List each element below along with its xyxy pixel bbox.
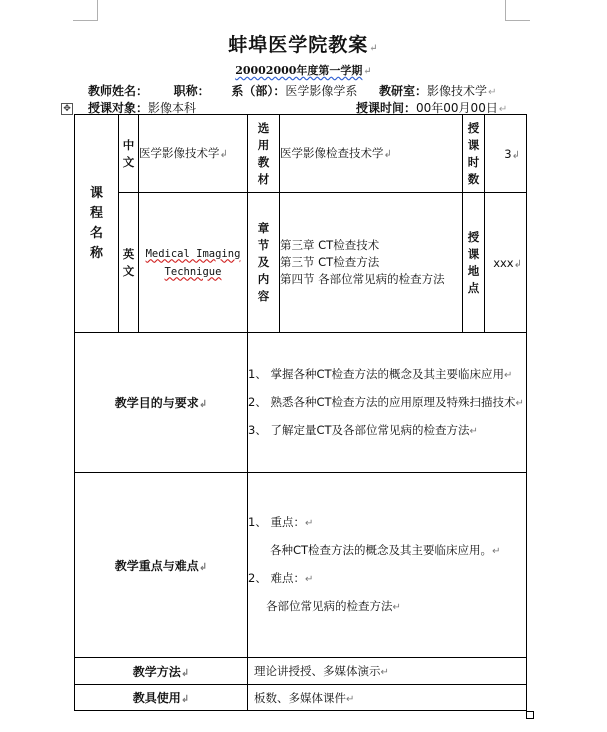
dept-value: 医学影像学系 [285,84,358,98]
audience-value: 影像本科 [148,101,197,115]
teacher-info-line: 教师姓名： 职称： 系（部）：医学影像学系 教研室：影像技术学↵ [88,84,497,98]
time-value: 00年00月00日 [416,101,498,115]
objectives-row [75,333,527,473]
place-label-cell: 授 课 地 点 [463,193,485,333]
course-name-header: 课 程 名 称 [75,115,119,333]
office-label: 教研室： [379,84,428,98]
method-value[interactable]: 理论讲授授、多媒体演示↵ [248,658,527,685]
objective-item: 3、 了解定量CT及各部位常见病的检查方法↵ [248,422,478,437]
place-value[interactable]: xxx↲ [485,193,527,333]
hours-label-cell: 授 课 时 数 [463,115,485,193]
method-label: 教学方法↲ [75,658,248,685]
course-cn-row [75,115,527,193]
keypoints-row [75,473,527,658]
chapter-label-cell: 章 节 及 内 容 [248,193,280,333]
method-row [75,658,527,685]
keypoints-content[interactable]: 1、 重点：↵ 各种CT检查方法的概念及其主要临床应用。↵ 2、 难点：↵ 各部位常见病的检查方法↵ [248,473,527,658]
tools-value[interactable]: 板数、多媒体课件↵ [248,685,527,711]
office-value: 影像技术学 [427,84,488,98]
teacher-label: 教师姓名： [88,84,149,98]
tools-label: 教具使用↲ [75,685,248,711]
objective-item: 1、 掌握各种CT检查方法的概念及其主要临床应用↵ [248,366,513,381]
chapter-content[interactable]: 第三章 CT检查技术 第三节 CT检查方法 第四节 各部位常见病的检查方法 [280,193,463,333]
crop-mark-top-left [73,0,98,21]
table-resize-handle[interactable] [526,711,534,719]
document-title: 蚌埠医学院教案↵ [228,34,379,56]
hours-value[interactable]: 3↲ [485,115,527,193]
course-en-row [75,193,527,333]
objective-item: 2、 熟悉各种CT检查方法的应用原理及特殊扫描技术↵ [248,394,524,409]
time-label: 授课时间： [356,101,417,115]
objectives-label: 教学目的与要求↲ [75,333,248,473]
textbook-label-cell: 选 用 教 材 [248,115,280,193]
term-line: 20002000年度第一学期↵ [235,64,372,77]
crop-mark-top-right [505,0,530,21]
keypoints-label: 教学重点与难点↲ [75,473,248,658]
textbook-value[interactable]: 医学影像检查技术学↲ [280,115,463,193]
en-course-name[interactable]: Medical Imaging Technigue [139,193,248,333]
objectives-content[interactable] [248,333,527,473]
cn-course-name[interactable]: 医学影像技术学↲ [139,115,248,193]
audience-label: 授课对象： [88,101,149,115]
dept-label: 系（部）： [231,84,286,98]
en-label-cell: 英 文 [119,193,139,333]
lesson-plan-table [74,114,527,711]
table-move-handle-icon[interactable]: ✥ [61,103,73,115]
time-line: 授课时间：00年00月00日↵ [356,101,508,115]
cn-label-cell: 中 文 [119,115,139,193]
title-label: 职称： [173,84,210,98]
tools-row [75,685,527,711]
